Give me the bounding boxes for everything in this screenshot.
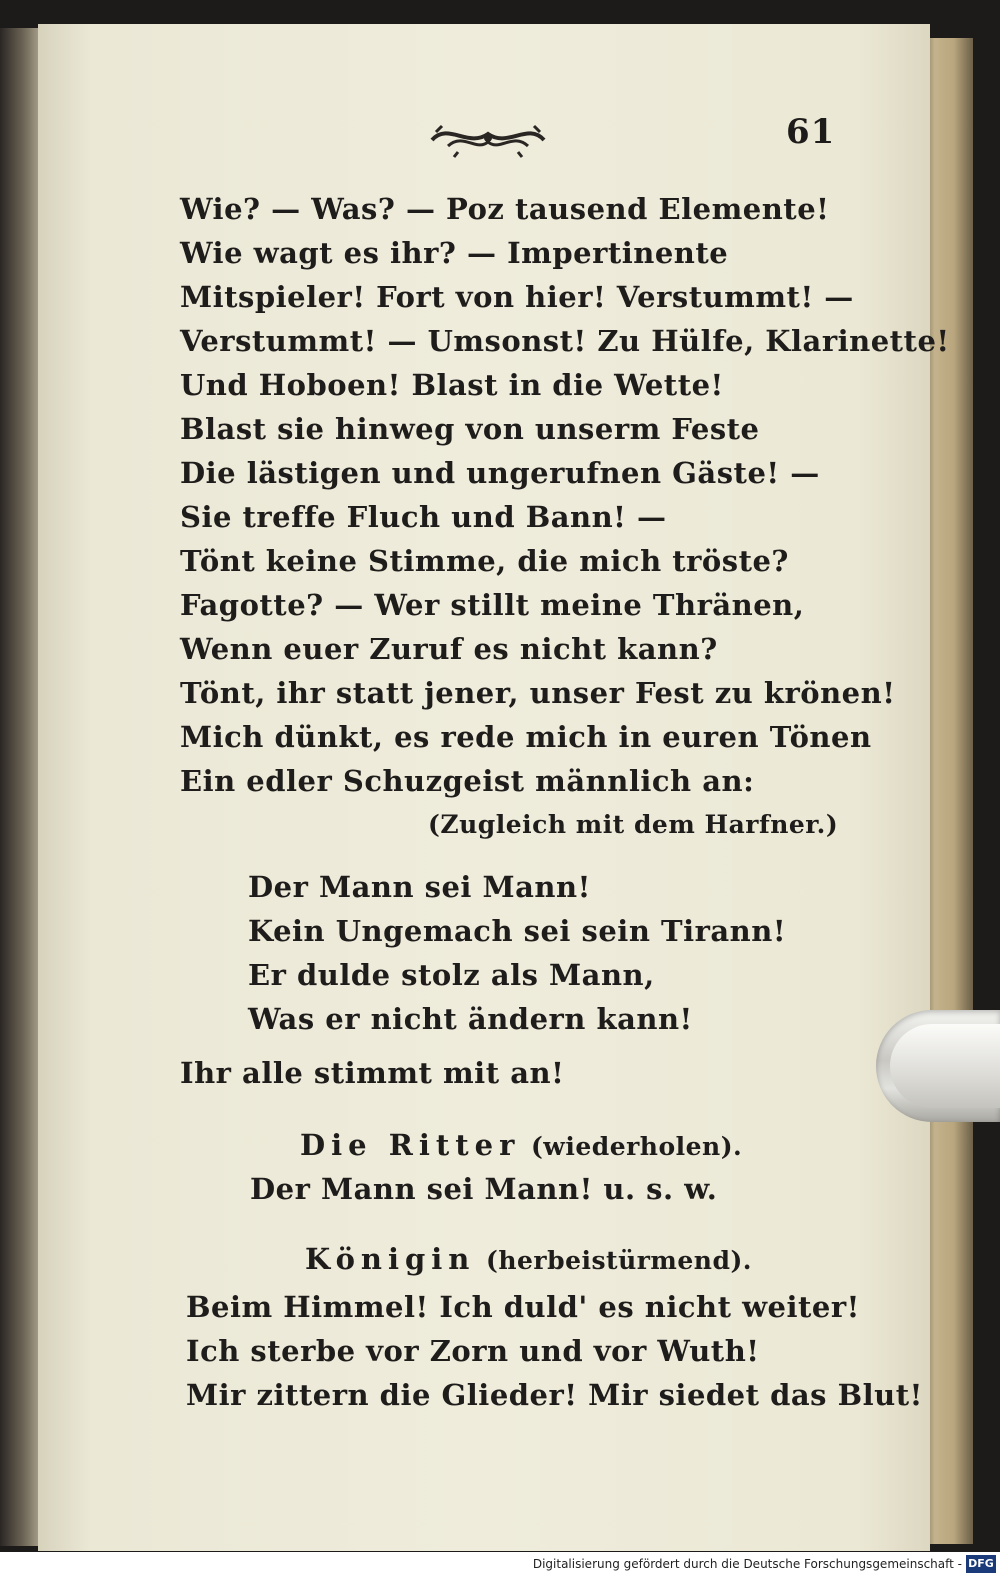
verse-line: Mich dünkt, es rede mich in euren Tönen bbox=[180, 720, 872, 754]
speaker-line: Ich sterbe vor Zorn und vor Wuth! bbox=[186, 1334, 760, 1368]
page-number: 61 bbox=[786, 112, 836, 152]
speaker-name: Königin bbox=[305, 1242, 476, 1276]
speaker-name: Die Ritter bbox=[300, 1128, 521, 1162]
verse-line: Die lästigen und ungerufnen Gäste! — bbox=[180, 456, 820, 490]
verse-line: Und Hoboen! Blast in die Wette! bbox=[180, 368, 724, 402]
page-edges-right bbox=[925, 38, 973, 1544]
speaker-heading bbox=[300, 1128, 742, 1162]
verse-line: Tönt, ihr statt jener, unser Fest zu krönen! bbox=[180, 676, 896, 710]
verse-line: Blast sie hinweg von unserm Feste bbox=[180, 412, 760, 446]
verse-line: Tönt keine Stimme, die mich tröste? bbox=[180, 544, 789, 578]
song-line: Was er nicht ändern kann! bbox=[248, 1002, 693, 1036]
verse-line: Ein edler Schuzgeist männlich an: bbox=[180, 764, 755, 798]
speaker-direction: (herbeistürmend). bbox=[486, 1246, 752, 1275]
song-line: Er dulde stolz als Mann, bbox=[248, 958, 655, 992]
song-line: Der Mann sei Mann! bbox=[248, 870, 591, 904]
footer-credit: Digitalisierung gefördert durch die Deutsche Forschungsgemeinschaft - bbox=[532, 1557, 962, 1571]
verse-line: Verstummt! — Umsonst! Zu Hülfe, Klarinette! bbox=[180, 324, 950, 358]
verse-line: Sie treffe Fluch und Bann! — bbox=[180, 500, 667, 534]
verse-line: Fagotte? — Wer stillt meine Thränen, bbox=[180, 588, 805, 622]
speaker-heading bbox=[305, 1242, 752, 1276]
verse-line: Mitspieler! Fort von hier! Verstummt! — bbox=[180, 280, 854, 314]
speaker-line: Mir zittern die Glieder! Mir siedet das Blut! bbox=[186, 1378, 923, 1412]
speaker-line: Beim Himmel! Ich duld' es nicht weiter! bbox=[186, 1290, 860, 1324]
stage-direction: (Zugleich mit dem Harfner.) bbox=[428, 810, 839, 839]
ornament-vignette bbox=[428, 118, 548, 158]
speaker-line: Der Mann sei Mann! u. s. w. bbox=[250, 1172, 718, 1206]
verse-line: Wie? — Was? — Poz tausend Elemente! bbox=[180, 192, 830, 226]
page-clip bbox=[876, 1010, 1000, 1122]
verse-line: Ihr alle stimmt mit an! bbox=[180, 1056, 565, 1090]
song-line: Kein Ungemach sei sein Tirann! bbox=[248, 914, 787, 948]
digitization-footer bbox=[0, 1552, 1000, 1578]
verse-line: Wenn euer Zuruf es nicht kann? bbox=[180, 632, 718, 666]
dfg-logo: DFG bbox=[966, 1555, 996, 1573]
verse-line: Wie wagt es ihr? — Impertinente bbox=[180, 236, 729, 270]
speaker-direction: (wiederholen). bbox=[530, 1132, 743, 1161]
